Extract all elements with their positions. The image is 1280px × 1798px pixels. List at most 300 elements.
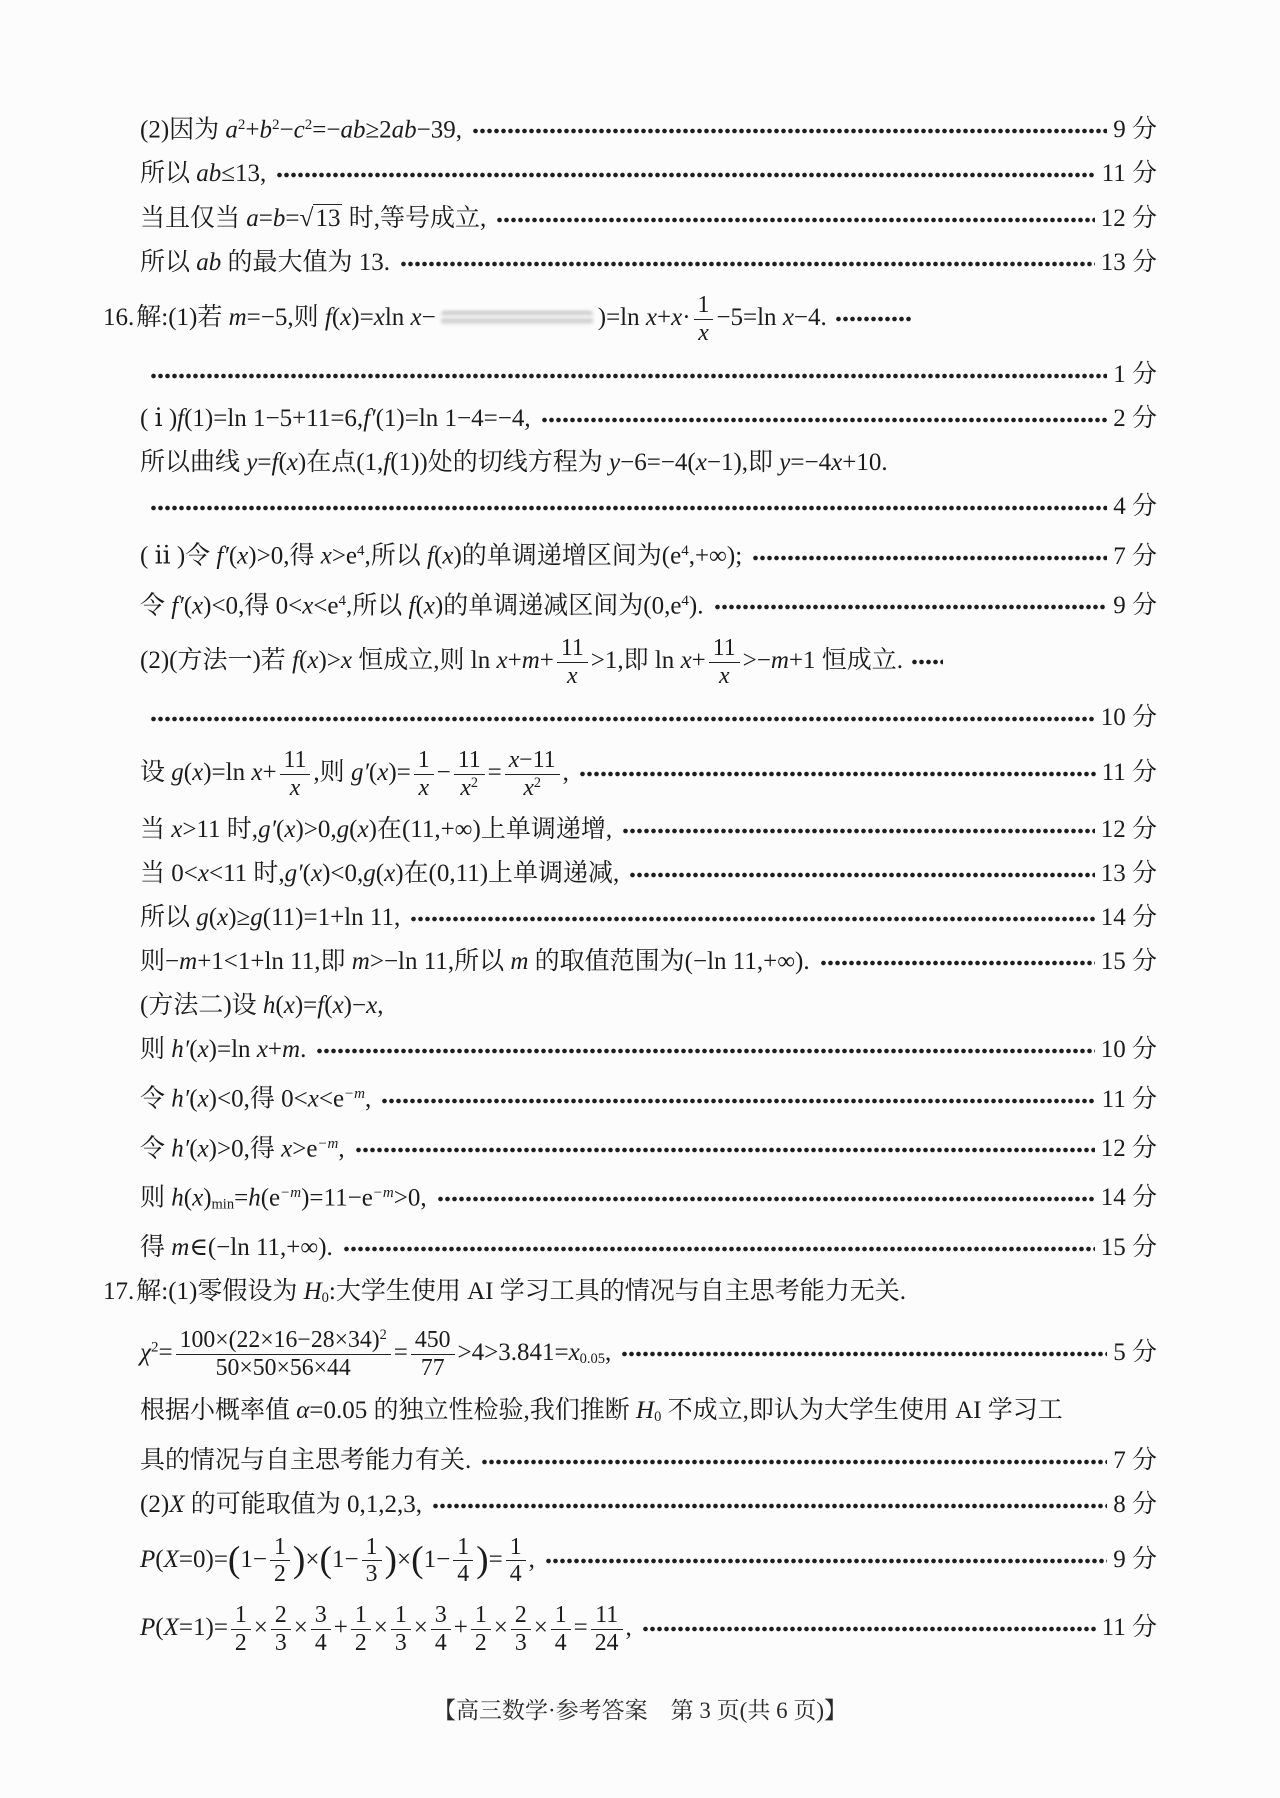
text-run: f: [177, 405, 185, 433]
dots-leader: [496, 214, 1094, 226]
text-run: ×: [533, 1613, 548, 1641]
text-run: 令: [140, 1134, 172, 1162]
text-run: −6=−4(: [620, 449, 696, 477]
text-run: x: [418, 774, 429, 801]
dots-leader: [355, 1144, 1095, 1156]
text-run: m: [351, 948, 370, 976]
answer-line: [103, 292, 1157, 346]
text-run: 根据小概率值: [140, 1396, 297, 1424]
text-run: (: [183, 1184, 193, 1212]
fraction-numerator: [280, 747, 311, 775]
text-run: )>0,: [295, 816, 337, 844]
fraction-denominator: [453, 1561, 473, 1588]
text-run: x: [423, 591, 435, 619]
answer-line: [140, 536, 1157, 571]
text-run: ·: [682, 304, 691, 332]
text-run: (1)): [390, 449, 428, 477]
text-run: ln: [384, 304, 411, 332]
text-run: (: [415, 591, 424, 619]
fraction-numerator: [454, 747, 485, 775]
text-run: x: [460, 774, 471, 801]
text-run: 1: [417, 747, 430, 774]
text-run: 1: [354, 1602, 367, 1628]
text-run: =: [488, 1545, 503, 1573]
line-content: [140, 110, 462, 145]
fraction: [454, 747, 485, 801]
text-run: 24: [594, 1629, 619, 1656]
text-run: x: [384, 860, 396, 888]
text-run: (: [189, 1134, 198, 1162]
text-run: 的最大值为: [221, 249, 359, 277]
score-label: 2 分: [1113, 405, 1157, 433]
square-root: [299, 205, 342, 232]
text-run: +: [691, 646, 706, 674]
text-run: ∈(−ln 11,+∞).: [189, 1234, 333, 1262]
text-run: ,: [365, 1085, 372, 1113]
fraction-numerator: [506, 1534, 526, 1562]
text-run: 0,1,2,3: [346, 1490, 416, 1518]
text-run: ×: [305, 1545, 320, 1573]
text-run: a: [225, 116, 238, 144]
text-run: x: [377, 758, 389, 786]
text-run: −m: [317, 1135, 339, 1152]
score-label: 13 分: [1100, 860, 1157, 888]
text-run: ): [297, 449, 307, 477]
line-content: [140, 1035, 306, 1065]
text-run: (: [183, 758, 193, 786]
text-run: x: [197, 860, 209, 888]
text-run: −1): [706, 449, 742, 477]
dots-leader: [835, 313, 913, 325]
text-run: P: [140, 1545, 156, 1573]
text-run: X: [169, 1490, 185, 1518]
line-content: [136, 1277, 906, 1313]
fraction-numerator: [311, 1602, 331, 1630]
text-run: .: [300, 1036, 307, 1064]
text-run: 4: [357, 543, 365, 560]
text-run: −: [279, 116, 294, 144]
text-run: 100×(22×16−28×34): [179, 1327, 380, 1354]
text-run: g: [196, 904, 209, 932]
text-run: g: [250, 904, 263, 932]
answer-line: [140, 1079, 1157, 1114]
text-run: ,: [562, 758, 569, 786]
fraction-numerator: [511, 1602, 531, 1630]
fraction-denominator: [414, 775, 434, 802]
fraction-numerator: [411, 1327, 455, 1355]
text-run: g′: [350, 758, 369, 786]
fraction-denominator: [311, 1630, 331, 1657]
text-run: 所以: [140, 160, 197, 188]
text-run: 2: [470, 774, 479, 791]
text-run: 50×50×56×44: [215, 1355, 351, 1382]
fraction-numerator: [505, 747, 560, 775]
score-label: 11 分: [1101, 1613, 1157, 1641]
fraction-numerator: [271, 1602, 291, 1630]
dots-leader: [472, 125, 1107, 137]
fraction: [391, 1602, 411, 1656]
text-run: h′: [171, 1036, 190, 1064]
text-run: ab: [391, 116, 417, 144]
text-run: (2): [140, 1490, 170, 1518]
text-run: f: [324, 304, 332, 332]
fraction-denominator: [270, 1561, 290, 1588]
text-run: x: [366, 992, 378, 1020]
text-run: 4: [554, 1629, 567, 1656]
text-run: 时,: [220, 816, 259, 844]
text-run: (e: [260, 1184, 281, 1212]
fraction: [176, 1327, 391, 1381]
text-run: f′: [216, 542, 229, 570]
text-run: 当: [140, 816, 172, 844]
problem-number: 17.: [103, 1278, 135, 1306]
text-run: )<0: [203, 591, 239, 619]
text-run: 3: [434, 1602, 447, 1628]
fraction-denominator: [506, 1561, 526, 1588]
text-run: 1−: [240, 1545, 268, 1573]
dots-leader: [629, 869, 1094, 881]
text-run: x: [320, 542, 332, 570]
text-run: 时,: [247, 860, 285, 888]
text-run: 的单调递增区间为: [461, 542, 662, 570]
text-run: ,即: [314, 948, 352, 976]
text-run: 2: [304, 117, 313, 133]
score-label: 4 分: [1113, 493, 1157, 521]
score-label: 14 分: [1100, 1184, 1157, 1212]
fraction: [362, 1534, 382, 1588]
text-run: m: [510, 948, 529, 976]
line-content: [140, 1129, 345, 1164]
text-run: x: [671, 304, 683, 332]
fraction: [591, 1602, 623, 1656]
text-run: x: [442, 542, 454, 570]
text-run: ): [434, 591, 444, 619]
text-run: x: [289, 774, 301, 801]
big-paren: ): [292, 1539, 306, 1581]
line-content: [140, 1178, 427, 1219]
text-run: χ: [140, 1339, 151, 1367]
text-run: (2)(方法一)若: [140, 646, 293, 674]
answer-line: [140, 1233, 1157, 1263]
fraction-denominator: [471, 1630, 491, 1657]
text-run: ,得: [283, 542, 321, 570]
answer-lines: [0, 110, 1280, 1656]
text-run: m: [521, 646, 540, 674]
radical-sign: √: [299, 203, 314, 233]
text-run: 3: [514, 1629, 527, 1656]
dots-leader: [343, 1243, 1095, 1255]
text-run: ).: [688, 591, 704, 619]
fraction-denominator: [280, 775, 311, 802]
text-run: x: [508, 747, 520, 774]
text-run: c: [293, 116, 305, 144]
line-content: [140, 448, 888, 478]
dots-leader: [432, 1500, 1107, 1512]
text-run: )=ln: [208, 1036, 257, 1064]
answer-line: [140, 159, 1157, 189]
text-run: H: [636, 1396, 655, 1424]
text-run: +: [656, 304, 672, 332]
text-run: ≥2: [365, 116, 392, 144]
text-run: f: [317, 992, 325, 1020]
answer-line: [140, 248, 1157, 278]
text-run: <e: [313, 591, 339, 619]
text-run: 所以: [140, 904, 197, 932]
line-content: [140, 1534, 535, 1588]
fraction-denominator: [271, 1630, 291, 1657]
text-run: (: [302, 860, 311, 888]
fraction: [271, 1602, 291, 1656]
fraction-numerator: [391, 1602, 411, 1630]
text-run: 77: [420, 1355, 445, 1382]
score-label: 11 分: [1101, 160, 1157, 188]
fraction-numerator: [351, 1602, 371, 1630]
text-run: 1−: [332, 1545, 359, 1573]
answer-line: [140, 586, 1157, 621]
text-run: 11: [283, 747, 307, 774]
text-run: x: [496, 646, 508, 674]
line-content: [140, 903, 400, 933]
fraction: [709, 635, 740, 689]
dots-leader: [642, 1623, 1096, 1635]
text-run: 则: [140, 1184, 172, 1212]
text-run: ): [203, 1184, 212, 1212]
fraction-denominator: [557, 663, 588, 690]
text-run: 1: [697, 292, 710, 319]
text-run: 2: [474, 1629, 487, 1656]
text-run: x: [302, 591, 314, 619]
fraction-denominator: [351, 1630, 371, 1657]
text-run: =: [393, 1339, 408, 1367]
text-run: ,即: [617, 646, 655, 674]
text-run: (: [278, 449, 287, 477]
text-run: −m: [280, 1184, 302, 1201]
text-run: x: [197, 1036, 209, 1064]
text-run: 2: [237, 117, 246, 133]
text-run: α: [296, 1396, 310, 1424]
line-content: [140, 1490, 422, 1520]
text-run: (: [155, 1545, 164, 1573]
text-run: g: [363, 860, 376, 888]
dots-leader: [276, 169, 1095, 181]
answer-line: [140, 360, 1157, 390]
text-run: x: [286, 449, 298, 477]
fraction: [694, 292, 714, 346]
text-run: x: [698, 319, 709, 346]
text-run: m: [282, 1036, 301, 1064]
text-run: −m: [344, 1086, 366, 1103]
fraction: [414, 747, 434, 801]
text-run: >e: [331, 542, 358, 570]
text-run: 2: [272, 117, 280, 133]
text-run: (11)=1+ln 11,: [262, 904, 401, 932]
fraction-numerator: [694, 292, 714, 320]
text-run: −: [421, 304, 436, 332]
text-run: x: [197, 1085, 209, 1113]
text-run: ,: [455, 116, 463, 144]
text-run: ): [395, 860, 404, 888]
text-run: 4: [434, 1629, 447, 1656]
fraction-denominator: [591, 1630, 623, 1657]
text-run: 2: [151, 1340, 159, 1357]
text-run: 上单调递增,: [480, 816, 613, 844]
line-content: [140, 1079, 371, 1114]
text-run: m: [770, 646, 789, 674]
dots-leader: [437, 1193, 1095, 1205]
text-run: x: [645, 304, 657, 332]
text-run: 11: [560, 634, 584, 661]
line-content: [140, 1446, 471, 1476]
line-content: [140, 815, 612, 845]
text-run: (: [349, 816, 358, 844]
fraction-numerator: [431, 1602, 451, 1630]
text-run: x: [171, 816, 183, 844]
text-run: ,所以: [447, 948, 511, 976]
answer-line: [140, 947, 1157, 977]
dots-leader: [400, 258, 1095, 270]
fraction: [270, 1534, 290, 1588]
text-run: ,所以: [364, 542, 428, 570]
text-run: ,则: [313, 758, 351, 786]
text-run: ×: [253, 1613, 268, 1641]
big-paren: ): [476, 1539, 489, 1581]
line-content: [140, 404, 531, 434]
text-run: 1−: [423, 1545, 451, 1573]
text-run: y: [246, 449, 258, 477]
text-run: x: [192, 1184, 204, 1212]
answer-line: [140, 1178, 1157, 1219]
score-label: 7 分: [1113, 1446, 1157, 1474]
text-run: x: [340, 646, 352, 674]
text-run: 解:(1)若: [136, 304, 229, 332]
text-run: 4: [509, 1561, 522, 1588]
text-run: 4: [681, 543, 689, 560]
score-label: 9 分: [1113, 116, 1157, 144]
score-label: 13 分: [1100, 249, 1157, 277]
line-content: [140, 586, 704, 621]
line-content: [140, 248, 390, 278]
text-run: =1)=: [178, 1613, 228, 1641]
score-label: 5 分: [1113, 1339, 1157, 1367]
fraction-numerator: [471, 1602, 491, 1630]
footer-text: 【高三数学·参考答案 第 3 页(共 6 页)】: [433, 1698, 847, 1723]
answer-line: [140, 1035, 1157, 1065]
fraction: [280, 747, 311, 801]
text-run: −4.: [793, 304, 827, 332]
fraction-numerator: [176, 1327, 391, 1355]
text-run: >−: [742, 646, 771, 674]
dots-leader: [541, 414, 1108, 426]
line-content: [140, 747, 569, 801]
text-run: =−4: [790, 449, 832, 477]
text-run: x: [567, 662, 578, 689]
text-run: <e: [318, 1085, 345, 1113]
text-run: a: [246, 205, 259, 233]
fraction-denominator: [231, 1630, 251, 1657]
text-run: 1: [234, 1602, 247, 1628]
text-run: )=: [351, 304, 374, 332]
text-run: H: [303, 1278, 322, 1306]
text-run: 解:(1)零假设为: [136, 1278, 304, 1306]
text-run: (: [275, 992, 284, 1020]
text-run: 2: [274, 1561, 286, 1588]
text-run: +: [333, 1613, 348, 1641]
text-run: ): [453, 542, 462, 570]
text-run: y: [609, 449, 621, 477]
text-run: x: [307, 1085, 319, 1113]
text-run: x: [568, 1339, 580, 1367]
text-run: x: [251, 758, 263, 786]
text-run: f′: [363, 405, 376, 433]
dots-leader: [820, 957, 1095, 969]
text-run: )−: [343, 992, 367, 1020]
fraction-numerator: [591, 1602, 623, 1630]
answer-line: [140, 903, 1157, 933]
text-run: 具的情况与自主思考能力有关.: [140, 1446, 472, 1474]
text-run: +: [507, 646, 522, 674]
text-run: (: [299, 646, 308, 674]
text-run: h′: [171, 1134, 190, 1162]
text-run: x: [197, 1134, 209, 1162]
big-paren: (: [227, 1539, 241, 1581]
text-run: 3: [274, 1629, 287, 1656]
text-run: 0<: [275, 591, 303, 619]
text-run: 4: [457, 1561, 470, 1588]
fraction-numerator: [551, 1602, 571, 1630]
fraction-numerator: [414, 747, 434, 775]
line-content: [140, 635, 943, 689]
text-run: x: [357, 816, 369, 844]
text-run: x: [332, 992, 344, 1020]
fraction-denominator: [551, 1630, 571, 1657]
text-run: 的单调递减区间为: [443, 591, 644, 619]
fraction: [431, 1602, 451, 1656]
text-run: 1: [365, 1533, 378, 1560]
text-run: −5=ln: [716, 304, 783, 332]
text-run: ,则: [287, 304, 325, 332]
text-run: (−ln 11,+∞).: [684, 948, 810, 976]
text-run: )=ln: [203, 758, 252, 786]
text-run: 令: [140, 591, 172, 619]
dots-leader: [381, 1095, 1095, 1107]
text-run: 恒成立.: [815, 646, 904, 674]
text-run: >4>3.841=: [457, 1339, 569, 1367]
text-run: 则: [140, 948, 166, 976]
fraction: [471, 1602, 491, 1656]
text-run: =: [487, 758, 502, 786]
text-run: 在点: [306, 449, 357, 477]
text-run: 的可能取值为: [184, 1490, 347, 1518]
text-run: x: [523, 774, 534, 801]
fraction-numerator: [709, 635, 740, 663]
text-run: (1)=ln 1−5+11=6,: [184, 405, 364, 433]
text-run: >e: [292, 1134, 318, 1162]
text-run: ×: [373, 1613, 388, 1641]
text-run: <11: [208, 860, 248, 888]
text-run: )≥: [228, 904, 251, 932]
text-run: 当: [140, 860, 172, 888]
text-run: +: [262, 758, 277, 786]
fraction-numerator: [453, 1534, 473, 1562]
text-run: )=ln: [597, 304, 646, 332]
text-run: b: [272, 205, 286, 233]
score-label: 10 分: [1100, 1036, 1157, 1064]
text-run: f: [271, 449, 279, 477]
text-run: 13.: [358, 249, 391, 277]
text-run: −: [165, 948, 180, 976]
text-run: x: [284, 816, 296, 844]
text-run: ( ⅱ )令: [140, 542, 217, 570]
